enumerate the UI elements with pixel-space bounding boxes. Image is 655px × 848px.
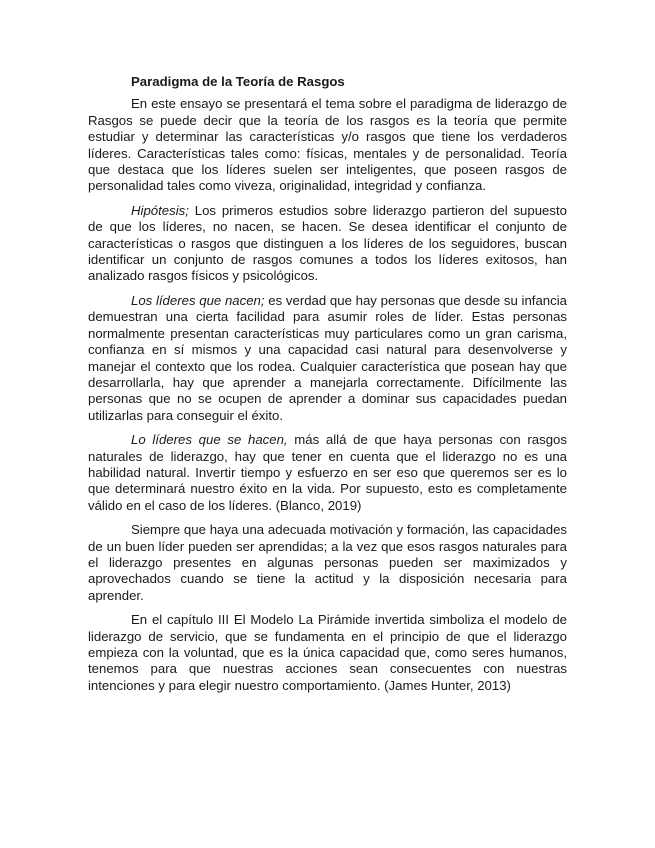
document-title: Paradigma de la Teoría de Rasgos (131, 74, 345, 89)
paragraph-lead: Lo líderes que se hacen, (131, 432, 288, 448)
paragraph-text: es verdad que hay personas que desde su infancia demuestran una cierta facilidad para asumir roles de líder. Estas personas normalmente presentan características muy particulares como un gran carisma, confianza en sí mismos y una capacidad casi natural para desenvolverse y manejar el contexto que los rodea. Cualquier característica que posean hay que desarrollarla, hay que aprender a manejarla correctamente. Difícilmente las personas que no se ocupen de aprender a dominar sus capacidades puedan utilizarlas para conseguir el éxito. (88, 292, 567, 423)
paragraph-lideres-nacen (88, 293, 567, 424)
paragraph-text: Siempre que haya una adecuada motivación y formación, las capacidades de un buen líder pueden ser aprendidas; a la vez que esos rasgos naturales para el liderazgo presentes en algunas personas pueden ser maximizados y aprovechados cuando se tiene la actitud y la disposición necesaria para aprender. (88, 522, 567, 603)
paragraph-capitulo-iii (88, 612, 567, 694)
paragraph-lideres-hacen (88, 432, 567, 514)
paragraph-motivacion (88, 522, 567, 604)
paragraph-lead: Hipótesis; (131, 202, 189, 218)
paragraph-text: más allá de que haya personas con rasgos naturales de liderazgo, hay que tener en cuenta que el liderazgo no es una habilidad natural. Invertir tiempo y esfuerzo en ser eso que queremos ser es lo que determinará nuestro éxito en la vida. Por supuesto, esto es completamente válido en el caso de los líderes. (Blanco, 2019) (88, 432, 567, 513)
paragraph-text: En el capítulo III El Modelo La Pirámide invertida simboliza el modelo de liderazgo de servicio, que se fundamenta en el principio de que el liderazgo empieza con la voluntad, que es la única capacidad que, como seres humanos, tenemos para que nuestras acciones sean consecuentes con nuestras intenciones y para elegir nuestro comportamiento. (James Hunter, 2013) (88, 612, 567, 693)
paragraph-intro (88, 96, 567, 194)
paragraph-lead: Los líderes que nacen; (131, 292, 265, 308)
paragraph-hipotesis (88, 203, 567, 285)
paragraph-text: Los primeros estudios sobre liderazgo partieron del supuesto de que los líderes, no nacen, se hacen. Se desea identificar el conjunto de características o rasgos que distinguen a los líderes de los seguidores, buscan identificar un conjunto de rasgos comunes a todos los líderes exitosos, han analizado rasgos físicos y psicológicos. (88, 202, 567, 284)
paragraph-text: En este ensayo se presentará el tema sobre el paradigma de liderazgo de Rasgos se puede decir que la teoría de los rasgos es la teoría que permite estudiar y determinar las características y/o rasgos que tiene los verdaderos líderes. Características tales como: físicas, mentales y de personalidad. Teoría que destaca que los líderes suelen ser inteligentes, que poseen rasgos de personalidad tales como viveza, originalidad, integridad y confianza. (88, 96, 567, 194)
